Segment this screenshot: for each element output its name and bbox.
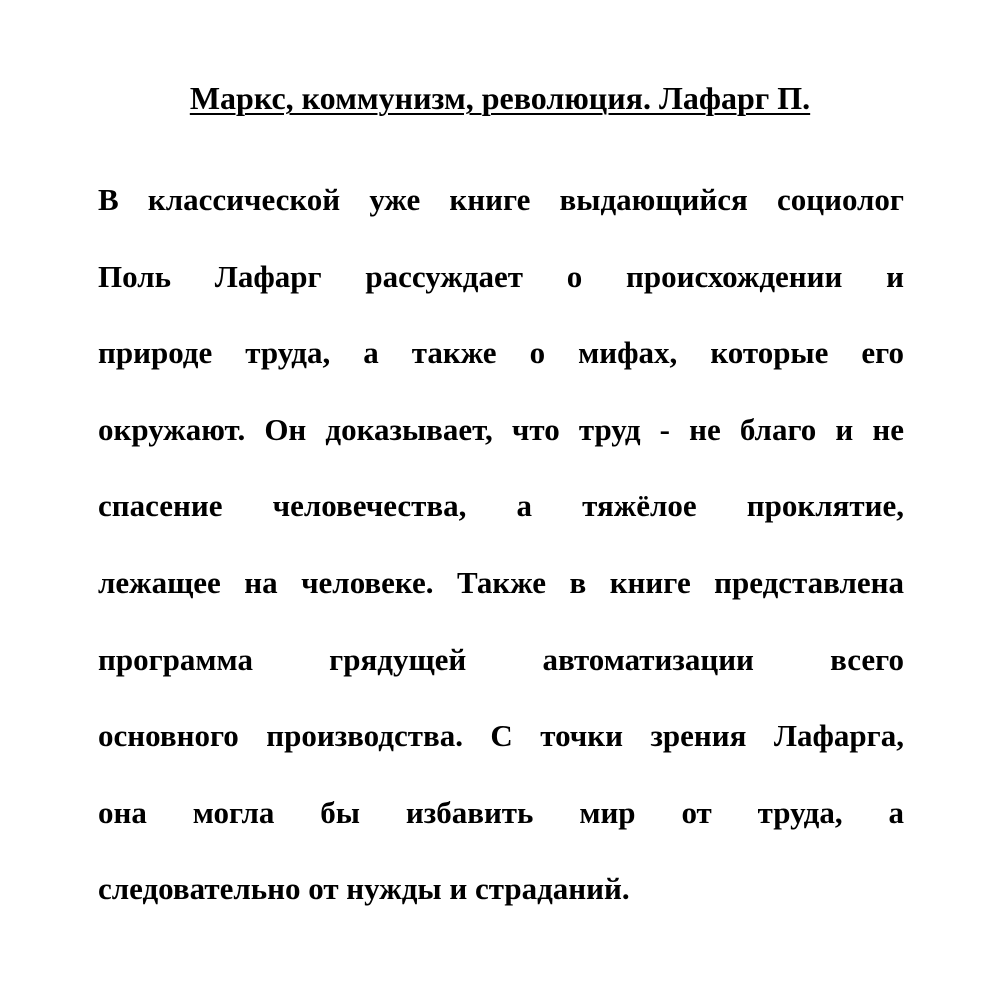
paragraph-line: программа грядущей автоматизации всего	[98, 641, 904, 677]
paragraph-line: она могла бы избавить мир от труда, а	[98, 794, 904, 830]
paragraph-line: следовательно от нужды и страданий.	[98, 871, 630, 907]
paragraph-line: спасение человечества, а тяжёлое проклятие,	[98, 488, 904, 524]
paragraph-line: лежащее на человеке. Также в книге представлена	[98, 564, 904, 600]
document-title: Маркс, коммунизм, революция. Лафарг П.	[189, 80, 811, 116]
paragraph-line: В классической уже книге выдающийся социолог	[98, 182, 904, 217]
document-paragraph	[98, 180, 904, 946]
paragraph-line: окружают. Он доказывает, что труд - не благо и не	[98, 411, 904, 447]
paragraph-line: природе труда, а также о мифах, которые его	[98, 335, 904, 371]
paragraph-line: основного производства. С точки зрения Лафарга,	[98, 718, 904, 754]
paragraph-line: Поль Лафарг рассуждает о происхождении и	[98, 258, 904, 294]
